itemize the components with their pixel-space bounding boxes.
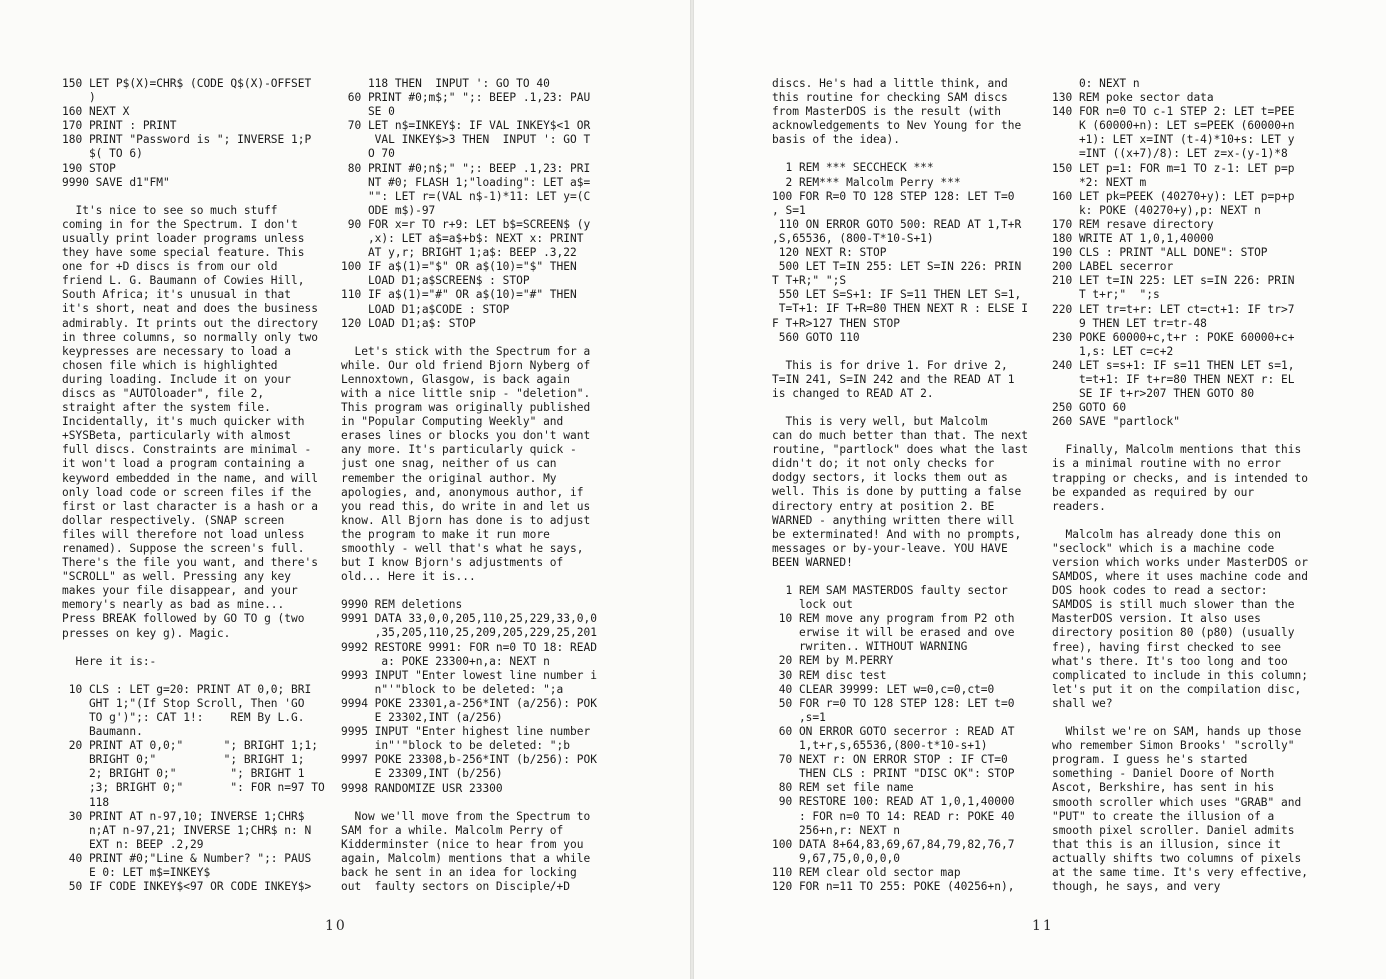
text-line: is a minimal routine with no error (1052, 457, 1282, 471)
text-line: smooth pixel scroller. Daniel admits (1052, 823, 1295, 837)
text-line: Here it is:- (62, 654, 157, 668)
text-line: =INT ((x+7)/8): LET z=x-(y-1)*8 (1052, 147, 1288, 161)
text-line: admirably. It prints out the directory (62, 316, 318, 330)
left-column-2 (341, 77, 613, 894)
text-line: 230 POKE 60000+c,t+r : POKE 60000+c+ (1052, 330, 1295, 344)
text-line: 50 IF CODE INKEY$<97 OR CODE INKEY$> (62, 880, 312, 894)
text-line: VAL INKEY$>3 THEN INPUT ': GO T (341, 133, 591, 147)
text-line: O 70 (341, 147, 395, 161)
text-line: one for +D discs is from our old (62, 260, 278, 274)
text-line: WARNED - anything written there will (772, 513, 1015, 527)
text-line: discs. He's had a little think, and (772, 77, 1008, 90)
text-line: presses on key g). Magic. (62, 626, 231, 640)
text-line: ,x): LET a$=a$+b$: NEXT x: PRINT (341, 232, 584, 246)
text-line: keyword embedded in the name, and will (62, 471, 318, 485)
text-line: Baumann. (62, 725, 143, 739)
text-line: T T+R;" ";S (772, 274, 847, 288)
text-line: 250 GOTO 60 (1052, 401, 1127, 415)
blank-line (772, 147, 1044, 161)
text-line: This is very well, but Malcolm (772, 414, 988, 428)
text-line: 260 SAVE "partlock" (1052, 415, 1180, 429)
text-line: Kidderminster (nice to hear from you (341, 837, 584, 851)
text-line: 256+n,r: NEXT n (772, 823, 900, 837)
blank-line (62, 190, 334, 204)
text-line: 140 FOR n=0 TO c-1 STEP 2: LET t=PEE (1052, 105, 1295, 119)
text-line: first or last character is a hash or a (62, 499, 318, 513)
text-line: readers. (1052, 499, 1106, 513)
text-line: 60 ON ERROR GOTO secerror : READ AT (772, 724, 1015, 738)
text-line: 10 CLS : LET g=20: PRINT AT 0,0; BRI (62, 682, 312, 696)
text-line: 70 NEXT r: ON ERROR STOP : IF CT=0 (772, 753, 1008, 767)
text-line: well. This is done by putting a false (772, 485, 1022, 499)
text-line: 9992 RESTORE 9991: FOR n=0 TO 18: READ (341, 640, 597, 654)
text-line: 160 NEXT X (62, 105, 130, 119)
text-line: "PUT" to create the illusion of a (1052, 809, 1275, 823)
text-line: 9998 RANDOMIZE USR 23300 (341, 781, 503, 795)
text-line: dodgy sectors, it locks them out as (772, 471, 1008, 485)
page-number-right: 11 (1032, 918, 1054, 934)
text-line: GHT 1;"(If Stop Scroll, Then 'GO (62, 696, 305, 710)
text-line: program. I guess he's started (1052, 753, 1248, 767)
text-line: "": LET r=(VAL n$-1)*11: LET y=(C (341, 189, 591, 203)
text-line: This is for drive 1. For drive 2, (772, 358, 1008, 372)
right-column-1 (772, 77, 1044, 894)
text-line: 9995 INPUT "Enter highest line number (341, 725, 591, 739)
text-line: Malcolm has already done this on (1052, 527, 1282, 541)
text-line: something - Daniel Doore of North (1052, 767, 1275, 781)
text-line: friend L. G. Baumann of Cowies Hill, (62, 274, 305, 288)
blank-line (1052, 711, 1327, 725)
text-line: let's put it on the compilation disc, (1052, 682, 1302, 696)
text-line: memory's nearly as bad as mine... (62, 598, 285, 612)
text-line: didn't do; it not only checks for (772, 457, 995, 471)
text-line: can do much better than that. The next (772, 429, 1028, 443)
text-line: makes your file disappear, and your (62, 584, 298, 598)
text-line: Ascot, Berkshire, has sent in his (1052, 781, 1275, 795)
text-line: $( TO 6) (62, 147, 143, 161)
left-column-1 (62, 77, 334, 894)
text-line: what's there. It's too long and too (1052, 654, 1288, 668)
text-line: 20 REM by M.PERRY (772, 654, 894, 668)
text-line: files will therefore not load unless (62, 527, 305, 541)
text-line: 9994 POKE 23301,a-256*INT (a/256): POK (341, 696, 597, 710)
text-line: 9990 REM deletions (341, 598, 463, 612)
text-line: apologies, and, anonymous author, if (341, 485, 584, 499)
text-line: k: POKE (40270+y),p: NEXT n (1052, 203, 1261, 217)
text-line: 200 LABEL secerror (1052, 260, 1174, 274)
text-line: in "Popular Computing Weekly" and (341, 415, 564, 429)
text-line: chosen file which is highlighted (62, 358, 278, 372)
blank-line (772, 345, 1044, 359)
text-line: 150 LET P$(X)=CHR$ (CODE Q$(X)-OFFSET (62, 77, 312, 90)
text-line: directory entry at position 2. BE (772, 499, 995, 513)
text-line: SE 0 (341, 105, 395, 119)
text-line: ,35,205,110,25,209,205,229,25,201 (341, 626, 597, 640)
text-line: 2 REM*** Malcolm Perry *** (772, 175, 961, 189)
text-line: free), having first checked to see (1052, 640, 1282, 654)
text-line: SAM for a while. Malcolm Perry of (341, 823, 564, 837)
text-line: full discs. Constraints are minimal - (62, 443, 312, 457)
text-line: +1): LET x=INT (t-4)*10+s: LET y (1052, 133, 1295, 147)
text-line: erases lines or blocks you don't want (341, 429, 591, 443)
text-line: Lennoxtown, Glasgow, is back again (341, 372, 571, 386)
text-line: acknowledgements to Nev Young for the (772, 119, 1022, 133)
text-line: BRIGHT 0;" "; BRIGHT 1; (62, 753, 305, 767)
text-line: out faulty sectors on Disciple/+D (341, 880, 571, 894)
text-line: n"'"block to be deleted: ";a (341, 682, 564, 696)
text-line: version which works under MasterDOS or (1052, 556, 1308, 569)
text-line: messages or by-your-leave. YOU HAVE (772, 541, 1008, 555)
text-line: NT #0; FLASH 1;"loading": LET a$= (341, 175, 591, 189)
text-line: the program to make it run more (341, 527, 550, 541)
blank-line (1052, 429, 1327, 443)
page-number-left: 10 (325, 918, 347, 934)
text-line: renamed). Suppose the screen's full. (62, 542, 305, 555)
text-line: with a nice little snip - "deletion". (341, 386, 591, 400)
text-line: LOAD D1;a$SCREEN$ : STOP (341, 274, 530, 288)
text-line: 180 PRINT "Password is "; INVERSE 1;P (62, 133, 312, 147)
text-line: Incidentally, it's much quicker with (62, 415, 305, 429)
text-line: 9997 POKE 23308,b-256*INT (b/256): POK (341, 753, 597, 767)
text-line: E 23309,INT (b/256) (341, 767, 503, 781)
text-line: 170 PRINT : PRINT (62, 119, 177, 133)
text-line: 80 PRINT #0;n$;" ";: BEEP .1,23: PRI (341, 161, 591, 175)
text-line: +SYSBeta, particularly with almost (62, 429, 292, 443)
text-line: that this is an illusion, since it (1052, 837, 1282, 851)
text-line: smooth scroller which uses "GRAB" and (1052, 795, 1302, 809)
text-line: only load code or screen files if the (62, 485, 312, 499)
text-line: in three columns, so normally only two (62, 330, 318, 344)
text-line: SE IF t+r>207 THEN GOTO 80 (1052, 387, 1255, 401)
text-line: from MasterDOS is the result (with (772, 105, 1002, 119)
text-line: , S=1 (772, 203, 806, 217)
text-line: keypresses are necessary to load a (62, 344, 292, 358)
text-line: 9990 SAVE d1"FM" (62, 175, 170, 189)
text-line: Let's stick with the Spectrum for a (341, 344, 591, 358)
text-line: at the same time. It's very effective, (1052, 865, 1308, 879)
text-line: this routine for checking SAM discs (772, 91, 1008, 105)
text-line: who remember Simon Brooks' "scrolly" (1052, 739, 1295, 753)
text-line: again, Malcolm) mentions that a while (341, 851, 591, 865)
text-line: dollar respectively. (SNAP screen (62, 513, 285, 527)
text-line: 100 DATA 8+64,83,69,67,84,79,82,76,7 (772, 837, 1015, 851)
left-page (0, 0, 690, 979)
text-line: routine, "partlock" does what the last (772, 443, 1028, 457)
text-line: rwriten.. WITHOUT WARNING (772, 640, 968, 654)
text-line: but I know Bjorn's adjustments of (341, 556, 564, 570)
text-line: is changed to READ AT 2. (772, 386, 934, 400)
text-line: ,s=1 (772, 710, 826, 724)
text-line: in"'"block to be deleted: ";b (341, 739, 571, 753)
text-line: trapping or checks, and is intended to (1052, 471, 1308, 485)
text-line: 120 LOAD D1;a$: STOP (341, 316, 476, 330)
right-column-2 (1052, 77, 1327, 894)
blank-line (62, 641, 334, 655)
text-line: T t+r;" ";s (1052, 288, 1160, 302)
text-line: 1,t+r,s,65536,(800-t*10-s+1) (772, 739, 988, 753)
text-line: t=t+1: IF t+r=80 THEN NEXT r: EL (1052, 372, 1295, 386)
text-line: THEN CLS : PRINT "DISC OK": STOP (772, 767, 1015, 781)
text-line: 118 (62, 795, 110, 809)
text-line: 100 FOR R=0 TO 128 STEP 128: LET T=0 (772, 189, 1015, 203)
text-line: SAMDOS is still much slower than the (1052, 598, 1295, 612)
text-line: 110 ON ERROR GOTO 500: READ AT 1,T+R (772, 217, 1022, 231)
text-line: back he sent in an idea for locking (341, 865, 577, 879)
text-line: any more. It's particularly quick - (341, 443, 577, 457)
text-line: 20 PRINT AT 0,0;" "; BRIGHT 1;1; (62, 739, 318, 753)
text-line: 560 GOTO 110 (772, 330, 860, 344)
text-line: "SCROLL" as well. Pressing any key (62, 570, 292, 584)
blank-line (341, 584, 613, 598)
text-line: ;3; BRIGHT 0;" ": FOR n=97 TO (62, 781, 325, 795)
text-line: 1 REM *** SECCHECK *** (772, 161, 934, 175)
text-line: ) (62, 91, 96, 105)
text-line: ,S,65536, (800-T*10-S+1) (772, 231, 934, 245)
text-line: smoothly - well that's what he says, (341, 542, 584, 555)
text-line: T=T+1: IF T+R=80 THEN NEXT R : ELSE I (772, 302, 1028, 316)
text-line: while. Our old friend Bjorn Nyberg of (341, 358, 591, 372)
text-line: MasterDOS version. It also uses (1052, 612, 1261, 626)
text-line: know. All Bjorn has done is to adjust (341, 513, 591, 527)
text-line: they have some special feature. This (62, 246, 305, 260)
text-line: *2: NEXT m (1052, 175, 1147, 189)
text-line: be exterminated! And with no prompts, (772, 527, 1022, 541)
text-line: K (60000+n): LET s=PEEK (60000+n (1052, 119, 1295, 133)
text-line: 210 LET t=IN 225: LET s=IN 226: PRIN (1052, 274, 1295, 288)
text-line: 9,67,75,0,0,0,0 (772, 851, 900, 865)
text-line: TO g')";: CAT 1!: REM By L.G. (62, 710, 305, 724)
text-line: 220 LET tr=t+r: LET ct=ct+1: IF tr>7 (1052, 302, 1295, 316)
text-line: old... Here it is... (341, 570, 476, 584)
text-line: 240 LET s=s+1: IF s=11 THEN LET s=1, (1052, 358, 1295, 372)
text-line: 90 FOR x=r TO r+9: LET b$=SCREEN$ (y (341, 217, 591, 231)
text-line: 118 THEN INPUT ': GO TO 40 (341, 77, 550, 90)
text-line: lock out (772, 598, 853, 612)
text-line: 550 LET S=S+1: IF S=11 THEN LET S=1, (772, 288, 1022, 302)
text-line: 30 PRINT AT n-97,10; INVERSE 1;CHR$ (62, 809, 305, 823)
text-line: E 0: LET m$=INKEY$ (62, 865, 211, 879)
text-line: basis of the idea). (772, 133, 900, 147)
text-line: 30 REM disc test (772, 668, 887, 682)
text-line: ODE m$)-97 (341, 203, 436, 217)
text-line: usually print loader programs unless (62, 231, 305, 245)
text-line: 100 IF a$(1)="$" OR a$(10)="$" THEN (341, 260, 577, 274)
text-line: It's nice to see so much stuff (62, 203, 278, 217)
text-line: erwise it will be erased and ove (772, 626, 1015, 640)
text-line: be expanded as required by our (1052, 485, 1255, 499)
text-line: 1 REM SAM MASTERDOS faulty sector (772, 584, 1008, 597)
text-line: South Africa; it's unusual in that (62, 288, 292, 302)
text-line: 110 REM clear old sector map (772, 865, 961, 879)
text-line: 170 REM resave directory (1052, 217, 1214, 231)
text-line: it won't load a program containing a (62, 457, 305, 471)
text-line: you read this, do write in and let us (341, 499, 591, 513)
text-line: it's short, neat and does the business (62, 302, 318, 316)
text-line: shall we? (1052, 696, 1113, 710)
text-line: 40 CLEAR 39999: LET w=0,c=0,ct=0 (772, 682, 995, 696)
text-line: BEEN WARNED! (772, 555, 853, 569)
text-line: T=IN 241, S=IN 242 and the READ AT 1 (772, 372, 1015, 386)
text-line: 120 FOR n=11 TO 255: POKE (40256+n), (772, 879, 1015, 893)
text-line: SAMDOS, where it uses machine code and (1052, 570, 1308, 584)
text-line: There's the file you want, and there's (62, 556, 318, 570)
text-line: This program was originally published (341, 401, 591, 415)
text-line: 40 PRINT #0;"Line & Number? ";: PAUS (62, 851, 312, 865)
text-line: though, he says, and very (1052, 880, 1221, 894)
text-line: EXT n: BEEP .2,29 (62, 837, 204, 851)
blank-line (772, 401, 1044, 415)
text-line: 80 REM set file name (772, 781, 914, 795)
blank-line (1052, 514, 1327, 528)
text-line: DOS hook codes to read a sector: (1052, 584, 1268, 598)
blank-line (341, 796, 613, 810)
text-line: F T+R>127 THEN STOP (772, 316, 900, 330)
text-line: straight after the system file. (62, 401, 271, 415)
text-line: 500 LET T=IN 255: LET S=IN 226: PRIN (772, 260, 1022, 274)
text-line: 1,s: LET c=c+2 (1052, 344, 1174, 358)
text-line: during loading. Include it on your (62, 372, 292, 386)
text-line: 90 RESTORE 100: READ AT 1,0,1,40000 (772, 795, 1015, 809)
blank-line (62, 669, 334, 683)
text-line: "seclock" which is a machine code (1052, 541, 1275, 555)
text-line: just one snag, neither of us can (341, 457, 557, 471)
text-line: coming in for the Spectrum. I don't (62, 217, 298, 231)
text-line: AT y,r; BRIGHT 1;a$: BEEP .3,22 (341, 246, 577, 260)
text-line: 180 WRITE AT 1,0,1,40000 (1052, 232, 1214, 246)
text-line: 110 IF a$(1)="#" OR a$(10)="#" THEN (341, 288, 577, 302)
text-line: : FOR n=0 TO 14: READ r: POKE 40 (772, 809, 1015, 823)
blank-line (341, 331, 613, 345)
text-line: remember the original author. My (341, 471, 557, 485)
text-line: 150 LET p=1: FOR m=1 TO z-1: LET p=p (1052, 161, 1295, 175)
text-line: E 23302,INT (a/256) (341, 711, 503, 725)
text-line: discs as "AUTOloader", file 2, (62, 386, 265, 400)
text-line: Finally, Malcolm mentions that this (1052, 443, 1302, 457)
text-line: directory position 80 (p80) (usually (1052, 626, 1295, 640)
text-line: 160 LET pk=PEEK (40270+y): LET p=p+p (1052, 189, 1295, 203)
text-line: Now we'll move from the Spectrum to (341, 809, 591, 823)
text-line: 190 STOP (62, 161, 116, 175)
text-line: 9 THEN LET tr=tr-48 (1052, 316, 1207, 330)
text-line: 10 REM move any program from P2 oth (772, 612, 1015, 626)
text-line: Whilst we're on SAM, hands up those (1052, 725, 1302, 739)
text-line: actually shifts two columns of pixels (1052, 851, 1302, 865)
text-line: 120 NEXT R: STOP (772, 246, 887, 260)
text-line: a: POKE 23300+n,a: NEXT n (341, 654, 550, 668)
text-line: 70 LET n$=INKEY$: IF VAL INKEY$<1 OR (341, 119, 591, 133)
text-line: complicated to include in this column; (1052, 668, 1308, 682)
text-line: 50 FOR r=0 TO 128 STEP 128: LET t=0 (772, 696, 1015, 710)
text-line: n;AT n-97,21; INVERSE 1;CHR$ n: N (62, 823, 312, 837)
text-line: Press BREAK followed by GO TO g (two (62, 612, 305, 626)
text-line: 2; BRIGHT 0;" "; BRIGHT 1 (62, 767, 305, 781)
text-line: 60 PRINT #0;m$;" ";: BEEP .1,23: PAU (341, 91, 591, 105)
text-line: 190 CLS : PRINT "ALL DONE": STOP (1052, 246, 1268, 260)
text-line: LOAD D1;a$CODE : STOP (341, 302, 510, 316)
text-line: 9993 INPUT "Enter lowest line number i (341, 668, 597, 682)
text-line: 9991 DATA 33,0,0,205,110,25,229,33,0,0 (341, 612, 597, 626)
blank-line (772, 570, 1044, 584)
text-line: 130 REM poke sector data (1052, 91, 1214, 105)
text-line: 0: NEXT n (1052, 77, 1140, 90)
